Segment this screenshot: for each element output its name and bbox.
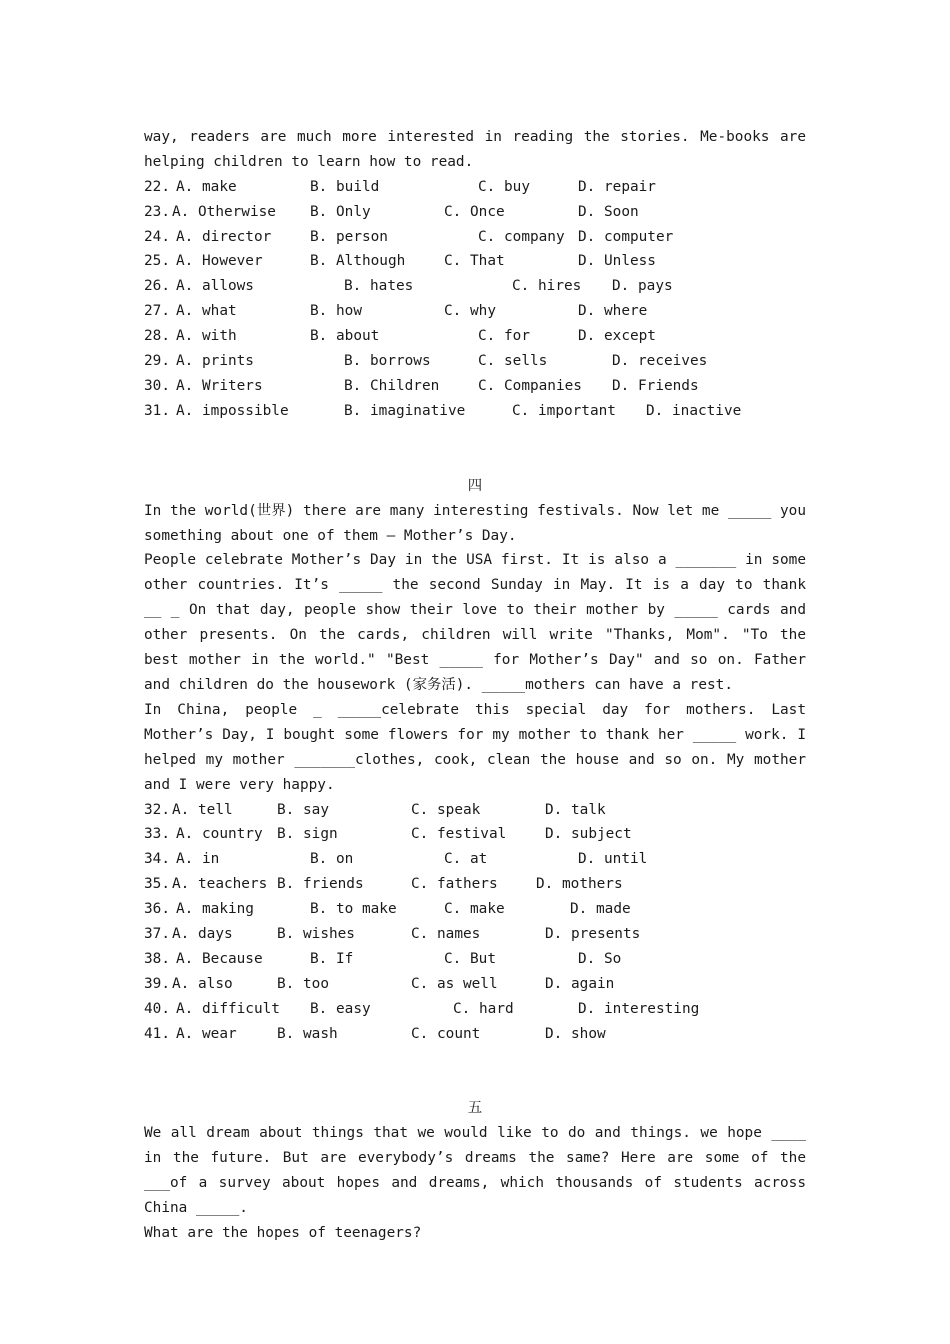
question-number: 31. [144, 402, 170, 419]
option-c: C. why [444, 303, 496, 320]
option-a: A. what [176, 303, 237, 320]
option-c: C. fathers [411, 876, 498, 893]
question-number: 37. [144, 925, 170, 942]
option-a: A. allows [176, 278, 254, 295]
option-b: B. sign [277, 826, 338, 843]
question-row-35 [144, 872, 806, 897]
option-b: B. hates [344, 278, 414, 295]
option-a: A. difficult [176, 1000, 280, 1017]
question-row-41 [144, 1022, 806, 1047]
option-c: C. That [444, 253, 505, 270]
option-d: D. except [578, 328, 656, 345]
question-row-23 [144, 200, 806, 225]
option-c: C. Companies [478, 377, 582, 394]
option-d: D. pays [612, 278, 673, 295]
option-b: B. to make [310, 901, 397, 918]
passage-paragraph: In China, people _ _____celebrate this special day for mothers. Last Mother’s Day, I bought some flowers for my mother to thank her _____ work. I helped my mother _______clothes, cook, clean the house and so on. My mother and I were very happy. [144, 701, 815, 793]
question-number: 38. [144, 950, 170, 967]
option-a: A. making [176, 901, 254, 918]
option-a: A. impossible [176, 402, 289, 419]
section-heading-4: 四 [467, 477, 483, 494]
option-c: C. important [512, 402, 616, 419]
option-a: A. with [176, 328, 237, 345]
option-c: C. for [478, 328, 530, 345]
option-b: B. person [310, 228, 388, 245]
document-page [144, 125, 815, 1246]
option-d: D. computer [578, 228, 674, 245]
option-c: C. count [411, 1025, 481, 1042]
option-b: B. If [310, 950, 354, 967]
option-c: C. But [444, 950, 496, 967]
option-d: D. repair [578, 178, 656, 195]
option-a: A. country [176, 826, 263, 843]
option-c: C. Once [444, 203, 505, 220]
option-b: B. too [277, 975, 329, 992]
question-number: 29. [144, 353, 170, 370]
option-a: A. make [176, 178, 237, 195]
question-list-4 [144, 798, 806, 1047]
option-d: D. mothers [536, 876, 623, 893]
question-number: 25. [144, 253, 170, 270]
option-d: D. subject [545, 826, 632, 843]
question-row-39 [144, 972, 806, 997]
option-a: A. days [172, 925, 233, 942]
question-row-30 [144, 374, 806, 399]
option-a: A. prints [176, 353, 254, 370]
option-b: B. friends [277, 876, 364, 893]
question-number: 23. [144, 203, 170, 220]
question-number: 32. [144, 801, 170, 818]
question-number: 33. [144, 826, 170, 843]
option-a: A. Otherwise [172, 203, 276, 220]
option-d: D. again [545, 975, 615, 992]
option-d: D. Soon [578, 203, 639, 220]
question-row-40 [144, 997, 806, 1022]
option-c: C. hires [512, 278, 582, 295]
option-a: A. in [176, 851, 220, 868]
question-number: 27. [144, 303, 170, 320]
question-row-36 [144, 897, 806, 922]
option-d: D. Unless [578, 253, 656, 270]
question-row-25 [144, 249, 806, 274]
option-b: B. wash [277, 1025, 338, 1042]
option-b: B. build [310, 178, 380, 195]
question-number: 28. [144, 328, 170, 345]
option-a: A. director [176, 228, 272, 245]
question-number: 41. [144, 1025, 170, 1042]
option-b: B. easy [310, 1000, 371, 1017]
option-d: D. talk [545, 801, 606, 818]
passage-paragraph: People celebrate Mother’s Day in the USA first. It is also a _______ in some other countries. It’s _____ the second Sunday in May. It is a day to thank __ _ On that day, people show their love to their mother by _____ cards and other presents. On the cards, children will write "Thanks, Mom". "To the best mother in the world." "Best _____ for Mother’s Day" and so on. Father and children do the housework (家务活). _____mothers can have a rest. [144, 552, 815, 693]
option-b: B. on [310, 851, 354, 868]
option-a: A. Because [176, 950, 263, 967]
option-b: B. imaginative [344, 402, 466, 419]
option-a: A. wear [176, 1025, 237, 1042]
question-row-22 [144, 175, 806, 200]
section-heading-5: 五 [467, 1100, 483, 1117]
option-d: D. presents [545, 925, 641, 942]
question-number: 36. [144, 901, 170, 918]
question-number: 30. [144, 377, 170, 394]
option-b: B. Children [344, 377, 440, 394]
question-row-31 [144, 399, 806, 424]
option-d: D. inactive [646, 402, 742, 419]
option-a: A. teachers [172, 876, 268, 893]
option-b: B. borrows [344, 353, 431, 370]
question-row-37 [144, 922, 806, 947]
option-d: D. made [570, 901, 631, 918]
passage-paragraph: What are the hopes of teenagers? [144, 1224, 422, 1241]
question-list-3 [144, 175, 806, 424]
option-c: C. buy [478, 178, 530, 195]
question-row-32 [144, 798, 806, 823]
question-number: 22. [144, 178, 170, 195]
question-number: 34. [144, 851, 170, 868]
question-row-38 [144, 947, 806, 972]
option-b: B. about [310, 328, 380, 345]
option-c: C. make [444, 901, 505, 918]
option-c: C. speak [411, 801, 481, 818]
option-b: B. Only [310, 203, 371, 220]
option-a: A. However [176, 253, 263, 270]
question-number: 35. [144, 876, 170, 893]
option-c: C. sells [478, 353, 548, 370]
option-d: D. receives [612, 353, 708, 370]
option-d: D. show [545, 1025, 606, 1042]
question-number: 40. [144, 1000, 170, 1017]
option-c: C. at [444, 851, 488, 868]
question-number: 39. [144, 975, 170, 992]
option-b: B. Although [310, 253, 406, 270]
option-c: C. names [411, 925, 481, 942]
option-a: A. Writers [176, 377, 263, 394]
question-number: 26. [144, 278, 170, 295]
passage-paragraph: In the world(世界) there are many interesting festivals. Now let me _____ you something about one of them — Mother’s Day. [144, 502, 815, 544]
question-row-26 [144, 274, 806, 299]
question-row-24 [144, 225, 806, 250]
passage-paragraph: We all dream about things that we would like to do and things. we hope ____ in the future. But are everybody’s dreams the same? Here are some of the ___of a survey about hopes and dreams, which thousands of students across China _____. [144, 1125, 815, 1217]
option-c: C. festival [411, 826, 507, 843]
option-d: D. where [578, 303, 648, 320]
question-row-34 [144, 847, 806, 872]
question-number: 24. [144, 228, 170, 245]
question-row-29 [144, 349, 806, 374]
option-b: B. wishes [277, 925, 355, 942]
passage-paragraph: way, readers are much more interested in reading the stories. Me-books are helping children to learn how to read. [144, 129, 815, 170]
option-c: C. company [478, 228, 565, 245]
option-d: D. interesting [578, 1000, 700, 1017]
option-c: C. as well [411, 975, 498, 992]
option-a: A. tell [172, 801, 233, 818]
option-c: C. hard [453, 1000, 514, 1017]
option-b: B. say [277, 801, 329, 818]
option-b: B. how [310, 303, 362, 320]
option-d: D. until [578, 851, 648, 868]
question-row-33 [144, 822, 806, 847]
option-d: D. So [578, 950, 622, 967]
option-a: A. also [172, 975, 233, 992]
question-row-27 [144, 299, 806, 324]
option-d: D. Friends [612, 377, 699, 394]
question-row-28 [144, 324, 806, 349]
